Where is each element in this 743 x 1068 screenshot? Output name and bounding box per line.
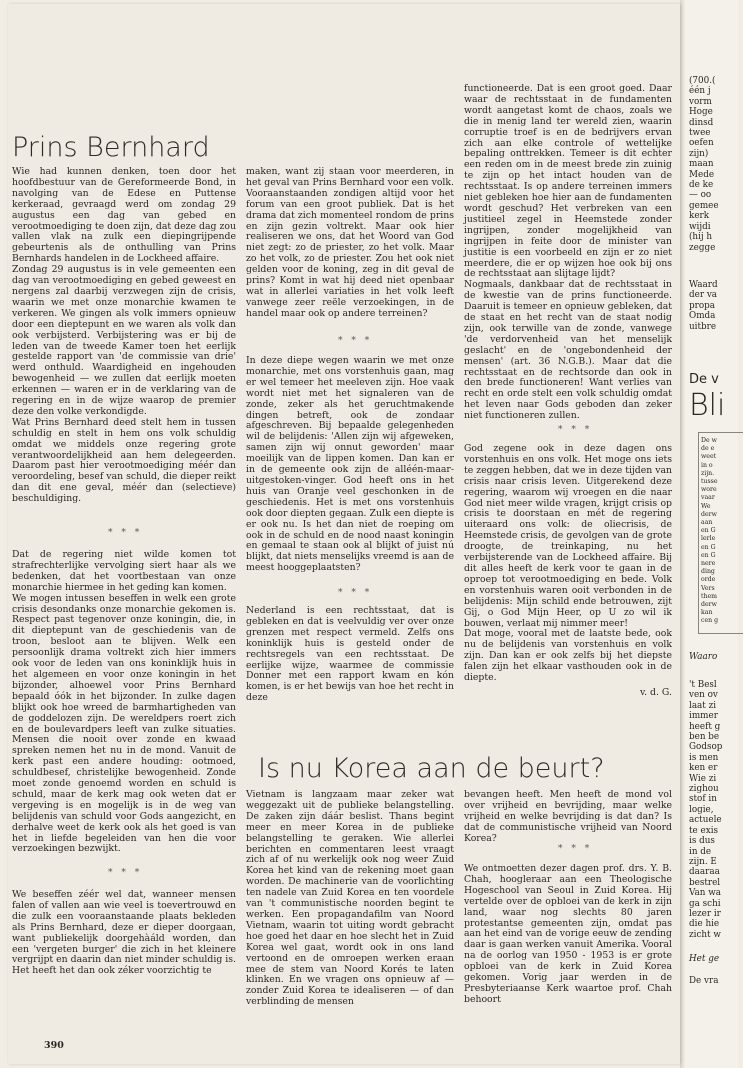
adjacent-page-text-top: (700.( één j vorm Hoge dinsd twee oefen zijn) maan Mede de ke — oo gemee kerk wijdi (hij h zegge [689, 76, 719, 253]
article2-column2-text-continued: We ontmoetten dezer dagen prof. drs. Y. B. Chah, hoogleraar aan een Theologische Hogeschool van Seoul in Zuid Korea. Hij vertelde over de opbloei van de kerk in zijn land, waar nog slechts 80 jaren protestantse gemeenten zijn, omdat pas aan het eind van de vorige eeuw de zending daar is gaan werken vanuit Amerika. Vooral na de oorlog van 1950 - 1953 is er grote opbloei van de kerk in Zuid Korea gekomen. Vorig jaar werden in de Presbyteriaanse Kerk waartoe prof. Chah behoort [464, 863, 672, 1005]
adjacent-page-box-lines: De w de e weet in o zijn. tusse wore vaar We derw aan en G lerle en G en G nere ding orde Vers them derw kan cen g [701, 437, 719, 625]
article2-column2-text: bevangen heeft. Men heeft de mond vol over vrijheid en bevrijding, maar welke vrijheid en welke bevrijding is dat dan? Is dat de communistische vrijheid van Noord Korea? [464, 789, 672, 844]
section-divider-stars: * * * [338, 588, 373, 598]
article-title-korea: Is nu Korea aan de beurt? [258, 753, 605, 784]
adjacent-page-de-vra: De vra [689, 976, 719, 986]
section-divider-stars: * * * [108, 528, 143, 538]
article1-column1-text-end: We beseffen zéér wel dat, wanneer mensen falen of vallen aan wie veel is toevertrouwd en die zulk een vooraanstaande plaats bekleden als Prins Bernhard, deze er dieper doorgaan, want publiekelijk doorgehàáld worden, dan een 'vergeten burger' die zich in het kleinere vergrijpt en daarin dan niet minder schuldig is. Het heeft het dan ook zéker voorzichtig te [12, 889, 236, 977]
article-signature: v. d. G. [640, 687, 672, 698]
article1-column2-text-continued: In deze diepe wegen waarin we met onze monarchie, met ons vorstenhuis gaan, mag er wel temeer het meeleven zijn. Hoe vaak wordt niet met het signaleren van de zonde, zeker als het geruchtmakende dingen betreft, ook de zondaar afgeschreven. Bij bepaalde gelegenheden wil de belijdenis: 'Allen zijn wij afgeweken, samen zijn wij onnut geworden' maar moeilijk van de lippen komen. Dan kan er in de gemeente ook zijn de alléén-maar-uitgestoken-vinger. God heeft ons in het huis van Oranje veel geschonken in de geschiedenis. Het is met ons vorstenhuis ook door diepten gegaan. Zulk een diepte is er ook nu. Is het dan niet de roeping om ook in de schuld en de nood naast koningin en gemaal te staan ook al blijkt of juist nú blijkt, dat niets menselijks vreemd is aan de meest hooggeplaatsten? [246, 355, 454, 574]
article1-column3-text: functioneerde. Dat is een groot goed. Daar waar de rechtsstaat in de fundamenten wordt aangetast komt de chaos, zoals we die in menig land ter wereld zien, waarin corruptie troef is en de bedrijvers ervan zich aan elke controle of wettelijke bepaling onttrekken. Temeer is dit echter een reden om in de meest brede zin zuinig te zijn op het intact houden van de rechtsstaat. Is op andere terreinen immers niet gebleken hoe hier aan de fundamenten wordt geschud? Het verbreken van een justitieel zegel in Heemstede zonder ingrijpen, zonder mogelijkheid van ingrijpen in feite door de minister van justitie is een voorbeeld en zijn er zo niet meerdere, die er op wijzen hoe ook bij ons de rechtsstaat aan slijtage lijdt? Nogmaals, dankbaar dat de rechtsstaat in de kwestie van de prins functioneerde. Daaruit is temeer en opnieuw gebleken, dat de staat en het recht van de staat nodig zijn, ook terwille van de zonde, vanwege 'de verdorvenheid van het menselijk geslacht' en de 'ongebondenheid der mensen' (art. 36 N.G.B.). Maar dat die rechtsstaat en de rechtsorde dan ook in den brede functioneren! Want verlies van recht en orde stelt een volk schuldig omdat het leven naar Gods geboden dan zeker niet functioneren zullen. [464, 83, 672, 422]
section-divider-stars: * * * [558, 844, 593, 854]
article-title-prins-bernhard: Prins Bernhard [12, 132, 210, 163]
page-number: 390 [44, 1040, 64, 1051]
article1-column1-text-continued: Dat de regering niet wilde komen tot strafrechterlijke vervolging siert haar als we bedenken, dat het voortbestaan van onze monarchie hiermee in het geding kan komen. We mogen intussen beseffen in welk een grote crisis desondanks onze monarchie gekomen is. Respect past tegenover onze koningin, die, in dit dieptepunt van de geschiedenis van de troon, besloot aan te blijven. Welk een persoonlijk drama voltrekt zich hier immers ook voor de leden van ons koninklijk huis in het algemeen en voor onze koningin in het bijzonder, alhoewel voor Prins Bernhard bepaald óók in het bijzonder. In zulke dagen blijkt ook hoe wreed de barmhartigheden van de goddelozen zijn. De wereldpers roert zich en de boulevardpers leeft van zulke situaties. Mensen die nooit over zonde en kwaad spreken nemen het nu in de mond. Vanuit de kerk past een andere houding: ootmoed, schuldbesef, christelijke bewogenheid. Zonde moet zonde genoemd worden en schuld is schuld, maar de kerk mag ook weten dat er vergeving is en mogelijk is in de weg van belijdenis van schuld voor Gods aangezicht, en derhalve weet de kerk ook als het goed is van het in liefde begeleiden van hen die voor verzoekingen bezwijkt. [12, 549, 236, 855]
adjacent-page-heading-small: De v [689, 372, 719, 387]
adjacent-page-het-ge: Het ge [689, 954, 720, 964]
article1-column2-text: maken, want zij staan voor meerderen, in het geval van Prins Bernhard voor een volk. Vooraanstaanden zondigen altijd voor het forum van een groot publiek. Dat is het drama dat zich momenteel rondom de prins en zijn gezin voltrekt. Maar ook hier realiseren we ons, dat het Woord van God niet zegt: zo de priester, zo het volk. Maar zo het volk, zo de priester. Zou het ook niet gelden voor de koning, zeg in dit geval de prins? Komt in wat hij deed niet openbaar wat in allerlei variaties in het volk leeft vanwege zeer reële verzoekingen, in de handel maar ook op andere terreinen? [246, 166, 454, 319]
magazine-page [8, 4, 680, 1064]
article1-column3-text-continued: God zegene ook in deze dagen ons vorstenhuis en ons volk. Het moge ons iets te zeggen hebben, dat we in deze tijden van crisis naar crisis leven. Uitgerekend deze regering, waarom wij vroegen en die naar God niet meer wilde vragen, krijgt crisis op crisis te doorstaan en mét de regering uiteraard ons volk: de oliecrisis, de Heemstede crisis, de gevolgen van de grote droogte, de treinkaping, nu het verbijsterende van de Lockheed affaire. Bij dit alles heeft de kerk voor te gaan in de oproep tot verootmoediging en bede. Volk en vorstenhuis waren ooit verbonden in de belijdenis: Mijn schild ende betrouwen, zijt Gij, o God Mijn Heer, op U zo wil ik bouwen, verlaat mij nimmer meer! Dat moge, vooral met de laatste bede, ook nu de belijdenis van vorstenhuis en volk zijn. Dan kan er ook zelfs bij het diepste falen zijn het elkaar vasthouden ook in de diepte. [464, 443, 672, 684]
section-divider-stars: * * * [338, 336, 373, 346]
section-divider-stars: * * * [558, 425, 593, 435]
article1-column2-text-end: Nederland is een rechtsstaat, dat is gebleken en dat is veelvuldig ver over onze grenzen met respect vermeld. Zelfs ons koninklijk huis is gesteld onder de rechtsregels van een rechtsstaat. De eerlijke wijze, waarmee de commissie Donner met een rapport kwam en kón komen, is er het bewijs van hoe het recht in deze [246, 605, 454, 704]
adjacent-page-fragment [686, 0, 738, 1068]
section-divider-stars: * * * [108, 868, 143, 878]
adjacent-page-boxed-text [698, 432, 743, 634]
adjacent-page-text-bottom: 't Besl ven ov laat zi immer heeft g ben be Godsop is men ken er Wie zi zighou stof in logie, actuele te exis is dus in de zijn. E daaraa bestrel Van wa ga schi lezer ir die hie zicht w [689, 680, 723, 940]
adjacent-page-waaro: Waaro [689, 652, 718, 662]
article1-column1-text: Wie had kunnen denken, toen door het hoofdbestuur van de Gereformeerde Bond, in navolging van de Edese en Puttense kerkeraad, gevraagd werd om zondag 29 augustus een dag van gebed en verootmoediging te doen zijn, dat deze dag zou vallen vlak na zulk een diepingrijpende gebeurtenis als de onthulling van Prins Bernhards handelen in de Lockheed affaire. Zondag 29 augustus is in vele gemeenten een dag van verootmoediging en gebed geweest en nergens zal daarbij verzwegen zijn de crisis, waarin we met onze monarchie kwamen te verkeren. We gingen als volk immers opnieuw door een dieptepunt en we waren als volk dan ook verbijsterd. Verbijstering was er bij de leden van de tweede Kamer toen het eerlijk gestelde rapport van 'de commissie van drie' werd onthuld. Waardigheid en ingehouden bewogenheid — we zullen dat eerlijk moeten erkennen — waren er in de verklaring van de regering en in de wijze waarop de premier deze den volke verkondigde. Wat Prins Bernhard deed stelt hem in tussen schuldig en stelt in hem ons volk schuldig omdat we middels onze regering grote verantwoordelijkheid aan hem delegeerden. Daarom past hier verootmoediging méér dan veroordeling, besef van schuld, die dieper reikt dan dit ene geval, méér dan (selectieve) beschuldiging. [12, 166, 236, 505]
adjacent-page-heading-large: Bli [689, 388, 726, 423]
article2-column1-text: Vietnam is langzaam maar zeker wat weggezakt uit de publieke belangstelling. De zaken zijn dáár beslist. Thans begint meer en meer Korea in de publieke belangstelling te geraken. Wie allerlei berichten en commentaren leest vraagt zich af of nu werkelijk ook nog weer Zuid Korea het kind van de rekening moet gaan worden. De machinerie van de voorlichting ten nadele van Zuid Korea en ten voordele van 't communistische noorden begint te werken. Een propagandafilm van Noord Vietnam, waarin tot uiting wordt gebracht hoe goed het daar en hoe slecht het in Zuid Korea wel gaat, wordt ook in ons land vertoond en de omroepen werken eraan mee de stem van Noord Korés te laten klinken. En we vragen ons opnieuw af — zonder Zuid Korea te idealiseren — of dan verblinding de mensen [246, 789, 454, 1008]
adjacent-page-text-middle: Waard der va propa Omda uitbre [689, 280, 718, 332]
